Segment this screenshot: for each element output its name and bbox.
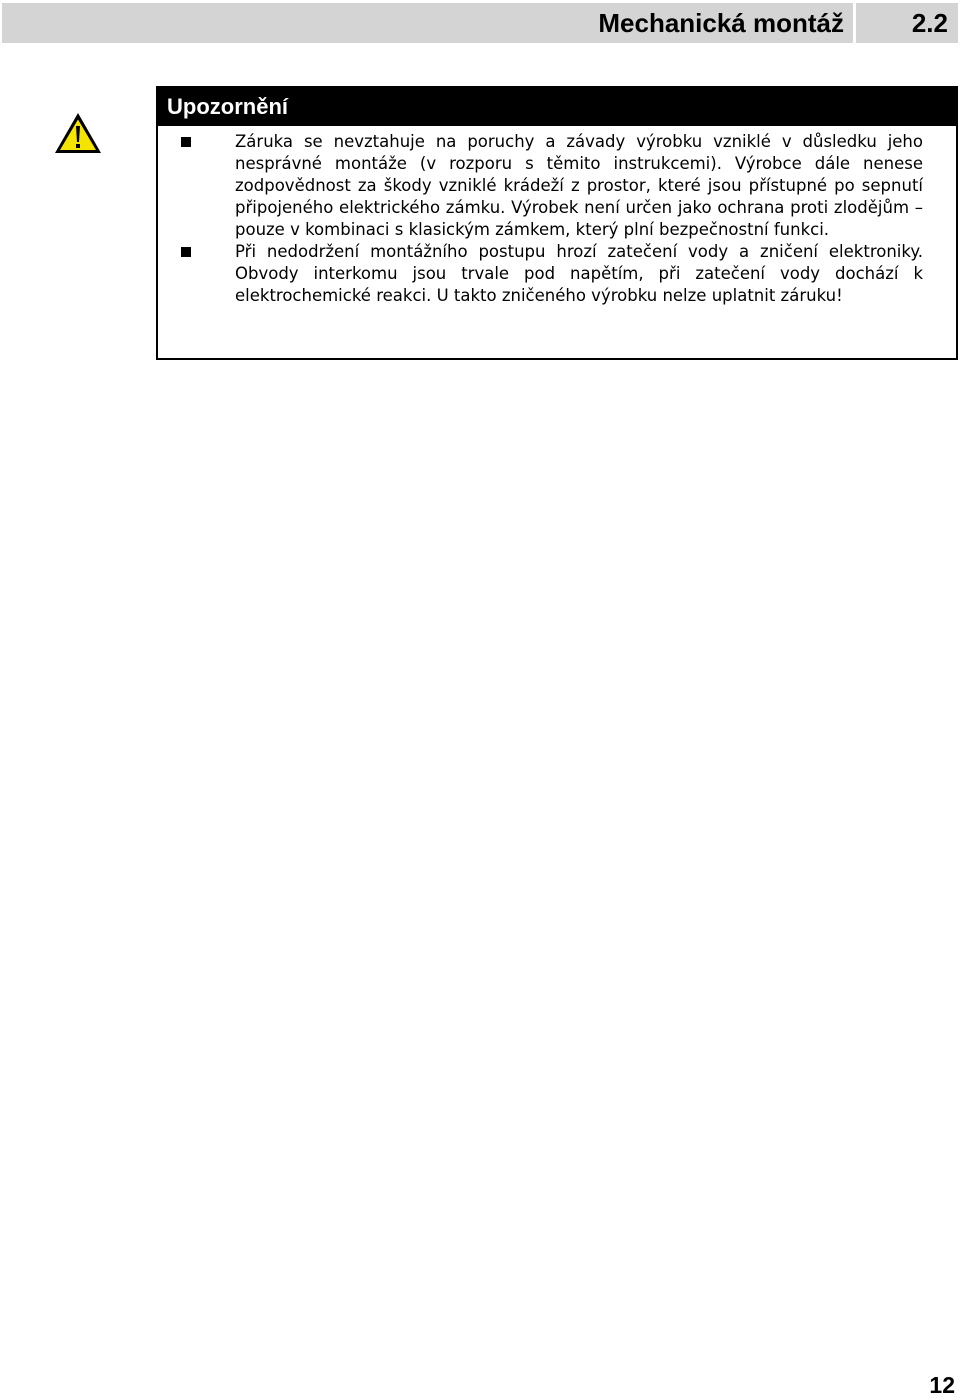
list-item — [158, 131, 923, 241]
section-number: 2.2 — [856, 3, 958, 43]
warning-title: Upozornění — [158, 88, 956, 126]
page-header — [2, 3, 958, 43]
warning-list — [158, 126, 956, 307]
bullet-square-icon — [181, 247, 191, 257]
warning-item-text: Záruka se nevztahuje na poruchy a závady výrobku vzniklé v důsledku jeho nesprávné montáže (v rozporu s těmito instrukcemi). Výrobce dále nenese zodpovědnost za škody vzniklé krádeží z prostor, které jsou přístupné po sepnutí připojeného elektrického zámku. Výrobek není určen jako ochrana proti zlodějům – pouze v kombinaci s klasickým zámkem, který plní bezpečnostní funkci. — [235, 132, 923, 239]
section-title: Mechanická montáž — [2, 3, 853, 43]
warning-item-text: Při nedodržení montážního postupu hrozí zatečení vody a zničení elektroniky. Obvody interkomu jsou trvale pod napětím, při zatečení vody dochází k elektrochemické reakci. U takto zničeného výrobku nelze uplatnit záruku! — [235, 242, 923, 305]
warning-triangle-icon — [53, 111, 103, 155]
warning-box — [156, 86, 958, 360]
list-item — [158, 241, 923, 307]
page-number: 12 — [929, 1372, 955, 1398]
bullet-square-icon — [181, 137, 191, 147]
